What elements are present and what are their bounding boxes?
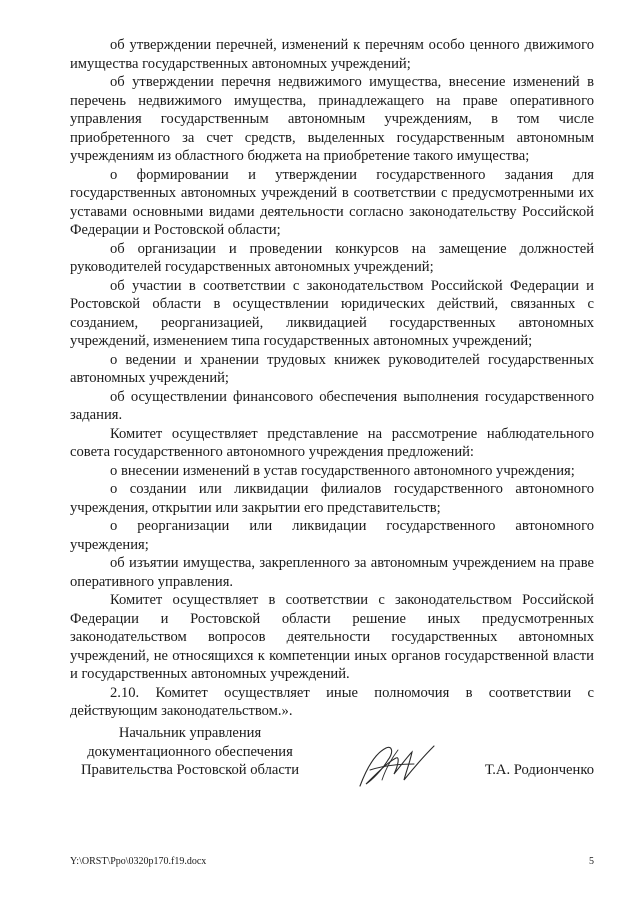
paragraph-4: об организации и проведении конкурсов на замещение должностей руководителей государственных автономных учреждений; (70, 240, 594, 275)
paragraph-11: о реорганизации или ликвидации государственного автономного учреждения; (70, 518, 594, 553)
signatory-title-line-2: документационного обеспечения (87, 743, 293, 760)
paragraph-12: об изъятии имущества, закрепленного за автономным учреждением на праве оперативного управления. (70, 555, 594, 590)
paragraph-5: об участии в соответствии с законодательством Российской Федерации и Ростовской области в осуществлении юридических действий, связанных с созданием, реорганизацией, ликвидацией государственных автономных учреждений, изменением типа государственных автономных учреждений; (70, 277, 594, 349)
signatory-title-line-3: Правительства Ростовской области (80, 762, 300, 778)
handwritten-signature (352, 740, 442, 792)
signatory-title-line-1: Начальник управления (118, 725, 262, 741)
signatory-name: Т.А. Родионченко (484, 762, 594, 778)
paragraph-2: об утверждении перечня недвижимого имущества, внесение изменений в перечень недвижимого имущества, принадлежащего на праве оперативного управления государственным автономным учреждениям, в том числе приобретенного за счет средств, выделенных государственным автономным учреждениям из областного бюджета на приобретение такого имущества; (70, 74, 594, 164)
paragraph-14: 2.10. Комитет осуществляет иные полномочия в соответствии с действующим законодательством.». (70, 684, 594, 719)
signature-block (70, 724, 594, 794)
paragraph-6: о ведении и хранении трудовых книжек руководителей государственных автономных учреждений; (70, 351, 594, 386)
paragraph-10: о создании или ликвидации филиалов государственного автономного учреждения, открытии или закрытии его представительств; (70, 481, 594, 516)
paragraph-7: об осуществлении финансового обеспечения выполнения государственного задания. (70, 388, 594, 423)
paragraph-1: об утверждении перечней, изменений к перечням особо ценного движимого имущества государственных автономных учреждений; (70, 37, 594, 72)
footer-page-number: 5 (589, 856, 594, 867)
paragraph-13: Комитет осуществляет в соответствии с законодательством Российской Федерации и Ростовской области решение иных предусмотренных законодательством вопросов деятельности государственных автономных учреждений, не относящихся к компетенции иных органов государственной власти и государственных автономных учреждений. (70, 592, 594, 682)
signatory-title (70, 724, 310, 780)
document-body (70, 36, 594, 721)
paragraph-9: о внесении изменений в устав государственного автономного учреждения; (110, 462, 575, 479)
paragraph-3: о формировании и утверждении государственного задания для государственных автономных учреждений в соответствии с предусмотренными их уставами основными видами деятельности согласно законодательству Российской Федерации и Ростовской области; (70, 166, 594, 238)
footer-file-path: Y:\ORST\Ppo\0320p170.f19.docx (70, 856, 207, 867)
paragraph-8: Комитет осуществляет представление на рассмотрение наблюдательного совета государственного автономного учреждения предложений: (70, 425, 594, 460)
